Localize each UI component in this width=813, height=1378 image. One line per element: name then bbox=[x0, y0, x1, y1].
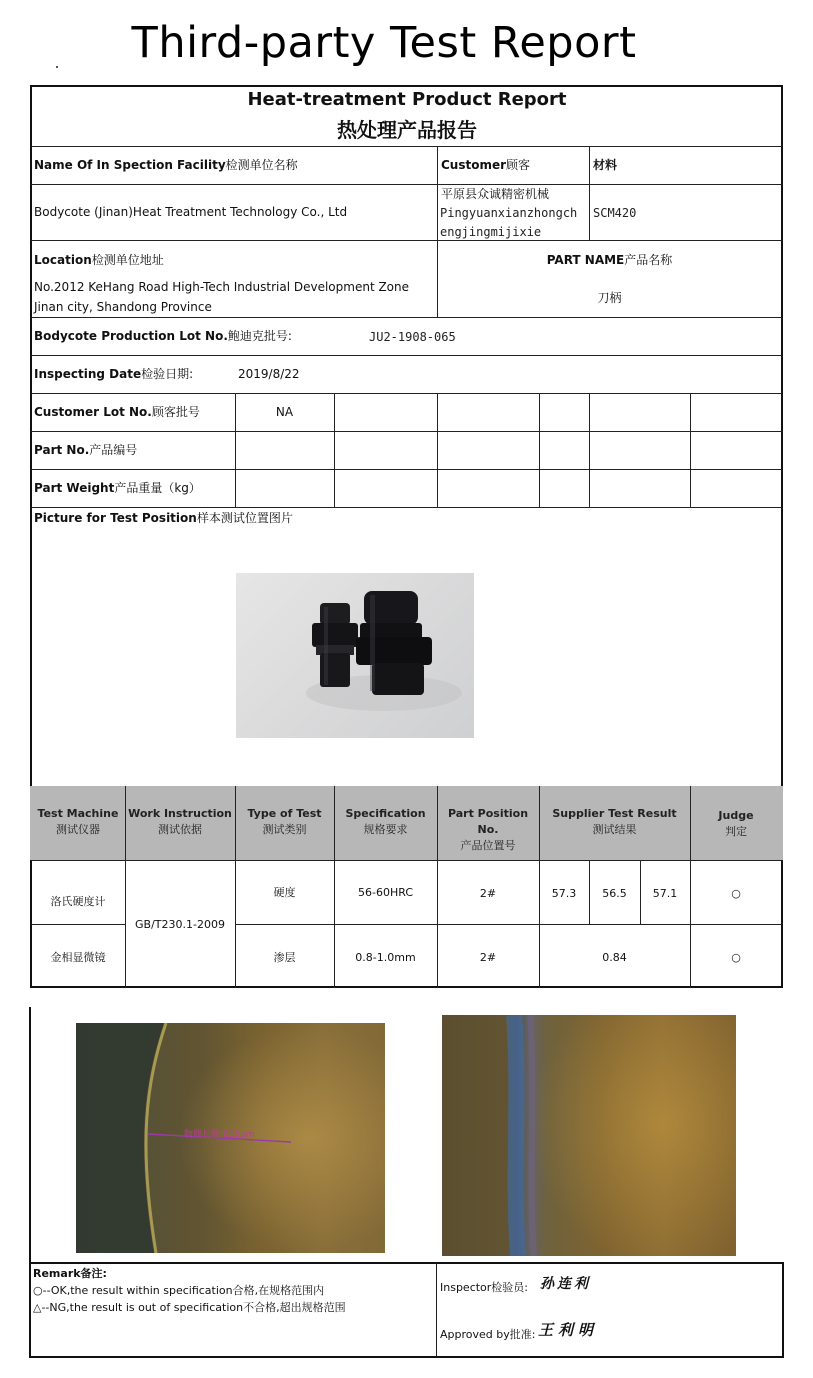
lot-value: JU2-1908-065 bbox=[369, 330, 456, 344]
rule bbox=[31, 184, 782, 185]
row2-judge: ○ bbox=[731, 951, 741, 964]
page-heading: Third-party Test Report bbox=[131, 18, 637, 68]
rule bbox=[436, 1263, 437, 1356]
customer-lot-label: Customer Lot No.顾客批号 bbox=[34, 405, 200, 419]
row1-type: 硬度 bbox=[273, 886, 296, 899]
row2-spec: 0.8-1.0mm bbox=[355, 951, 416, 964]
customer-value-cn: 平原县众诚精密机械 bbox=[441, 187, 550, 201]
row1-judge: ○ bbox=[731, 887, 741, 900]
rule bbox=[29, 1356, 784, 1358]
facility-value: Bodycote (Jinan)Heat Treatment Technology Co., Ltd bbox=[34, 205, 348, 219]
header-supplier-result: Supplier Test Result 测试结果 bbox=[552, 807, 677, 836]
material-value: SCM420 bbox=[593, 206, 637, 220]
rule bbox=[29, 1007, 31, 1357]
row1-spec: 56-60HRC bbox=[357, 886, 413, 899]
remark-ok: ○--OK,the result within specification合格,在规格范围内 bbox=[33, 1284, 325, 1297]
header-test-machine: Test Machine 测试仪器 bbox=[37, 807, 119, 836]
header-part-position: Part Position No. 产品位置号 bbox=[447, 807, 529, 852]
rule bbox=[31, 355, 782, 356]
customer-label: Customer顾客 bbox=[441, 158, 531, 172]
location-line2: Jinan city, Shandong Province bbox=[34, 300, 212, 314]
header-specification: Specification 规格要求 bbox=[345, 807, 426, 836]
row2-position: 2# bbox=[479, 951, 497, 964]
material-label: 材料 bbox=[593, 158, 618, 172]
approved-label: Approved by批准: bbox=[440, 1328, 536, 1341]
row1-position: 2# bbox=[479, 887, 497, 900]
lot-label: Bodycote Production Lot No.鲍迪克批号: bbox=[34, 329, 292, 343]
remark-ng: △--NG,the result is out of specification不合格,超出规格范围 bbox=[33, 1301, 346, 1314]
report-title-cn: 热处理产品报告 bbox=[337, 118, 477, 142]
location-label: Location检测单位地址 bbox=[34, 253, 164, 267]
customer-value-line1: Pingyuanxianzhongch bbox=[440, 206, 578, 220]
rule bbox=[31, 431, 782, 432]
header-type-of-test: Type of Test 测试类别 bbox=[247, 807, 322, 836]
row1-result-3: 57.1 bbox=[652, 887, 678, 900]
micrograph-right-drawing bbox=[442, 1015, 736, 1256]
rule bbox=[31, 507, 782, 508]
report-title-en: Heat-treatment Product Report bbox=[247, 89, 567, 110]
rule bbox=[782, 1262, 784, 1357]
rule bbox=[539, 393, 540, 507]
part-photo bbox=[236, 573, 474, 738]
rule bbox=[31, 469, 782, 470]
approved-signature: 王利明 bbox=[538, 1321, 599, 1339]
date-label: Inspecting Date检验日期: bbox=[34, 367, 194, 381]
rule bbox=[690, 393, 691, 507]
rule bbox=[437, 393, 438, 507]
row1-result-2: 56.5 bbox=[602, 887, 627, 900]
micrograph-left bbox=[76, 1023, 385, 1253]
customer-value-line2: engjingmijixie bbox=[440, 225, 542, 239]
location-line1: No.2012 KeHang Road High-Tech Industrial Development Zone bbox=[34, 280, 410, 294]
rule bbox=[29, 1262, 784, 1264]
rule bbox=[31, 393, 782, 394]
date-value: 2019/8/22 bbox=[238, 367, 300, 381]
part-no-label: Part No.产品编号 bbox=[34, 443, 138, 457]
rule bbox=[334, 393, 335, 507]
inspector-signature: 孙连利 bbox=[540, 1276, 591, 1292]
measure-label: 物理长度:835μm bbox=[184, 1130, 255, 1140]
rule bbox=[31, 924, 125, 925]
rule bbox=[235, 924, 782, 925]
micrograph-right bbox=[442, 1015, 736, 1256]
rule bbox=[589, 393, 590, 507]
row1-result-1: 57.3 bbox=[551, 887, 577, 900]
row2-machine: 金相显微镜 bbox=[50, 951, 106, 964]
rule bbox=[31, 240, 782, 241]
part-name-value: 刀柄 bbox=[597, 291, 622, 305]
part-photo-drawing bbox=[236, 573, 474, 738]
picture-label: Picture for Test Position样本测试位置图片 bbox=[34, 511, 293, 525]
rule bbox=[589, 146, 590, 240]
row1-machine: 洛氏硬度计 bbox=[50, 895, 106, 908]
work-instruction-value: GB/T230.1-2009 bbox=[135, 918, 225, 931]
facility-label: Name Of In Spection Facility检测单位名称 bbox=[34, 158, 298, 172]
rule bbox=[31, 146, 782, 147]
part-weight-label: Part Weight产品重量（kg） bbox=[34, 481, 201, 495]
rule bbox=[31, 860, 782, 861]
stray-dot bbox=[56, 66, 58, 68]
header-judge: Judge 判定 bbox=[718, 809, 754, 838]
header-work-instruction: Work Instruction 测试依据 bbox=[128, 807, 232, 836]
remark-label: Remark备注: bbox=[33, 1267, 107, 1280]
customer-lot-value: NA bbox=[275, 405, 294, 419]
inspector-label: Inspector检验员: bbox=[440, 1281, 529, 1294]
row2-type: 渗层 bbox=[273, 951, 296, 964]
rule bbox=[31, 317, 782, 318]
row2-result: 0.84 bbox=[602, 951, 627, 964]
part-name-label: PART NAME产品名称 bbox=[546, 253, 673, 267]
